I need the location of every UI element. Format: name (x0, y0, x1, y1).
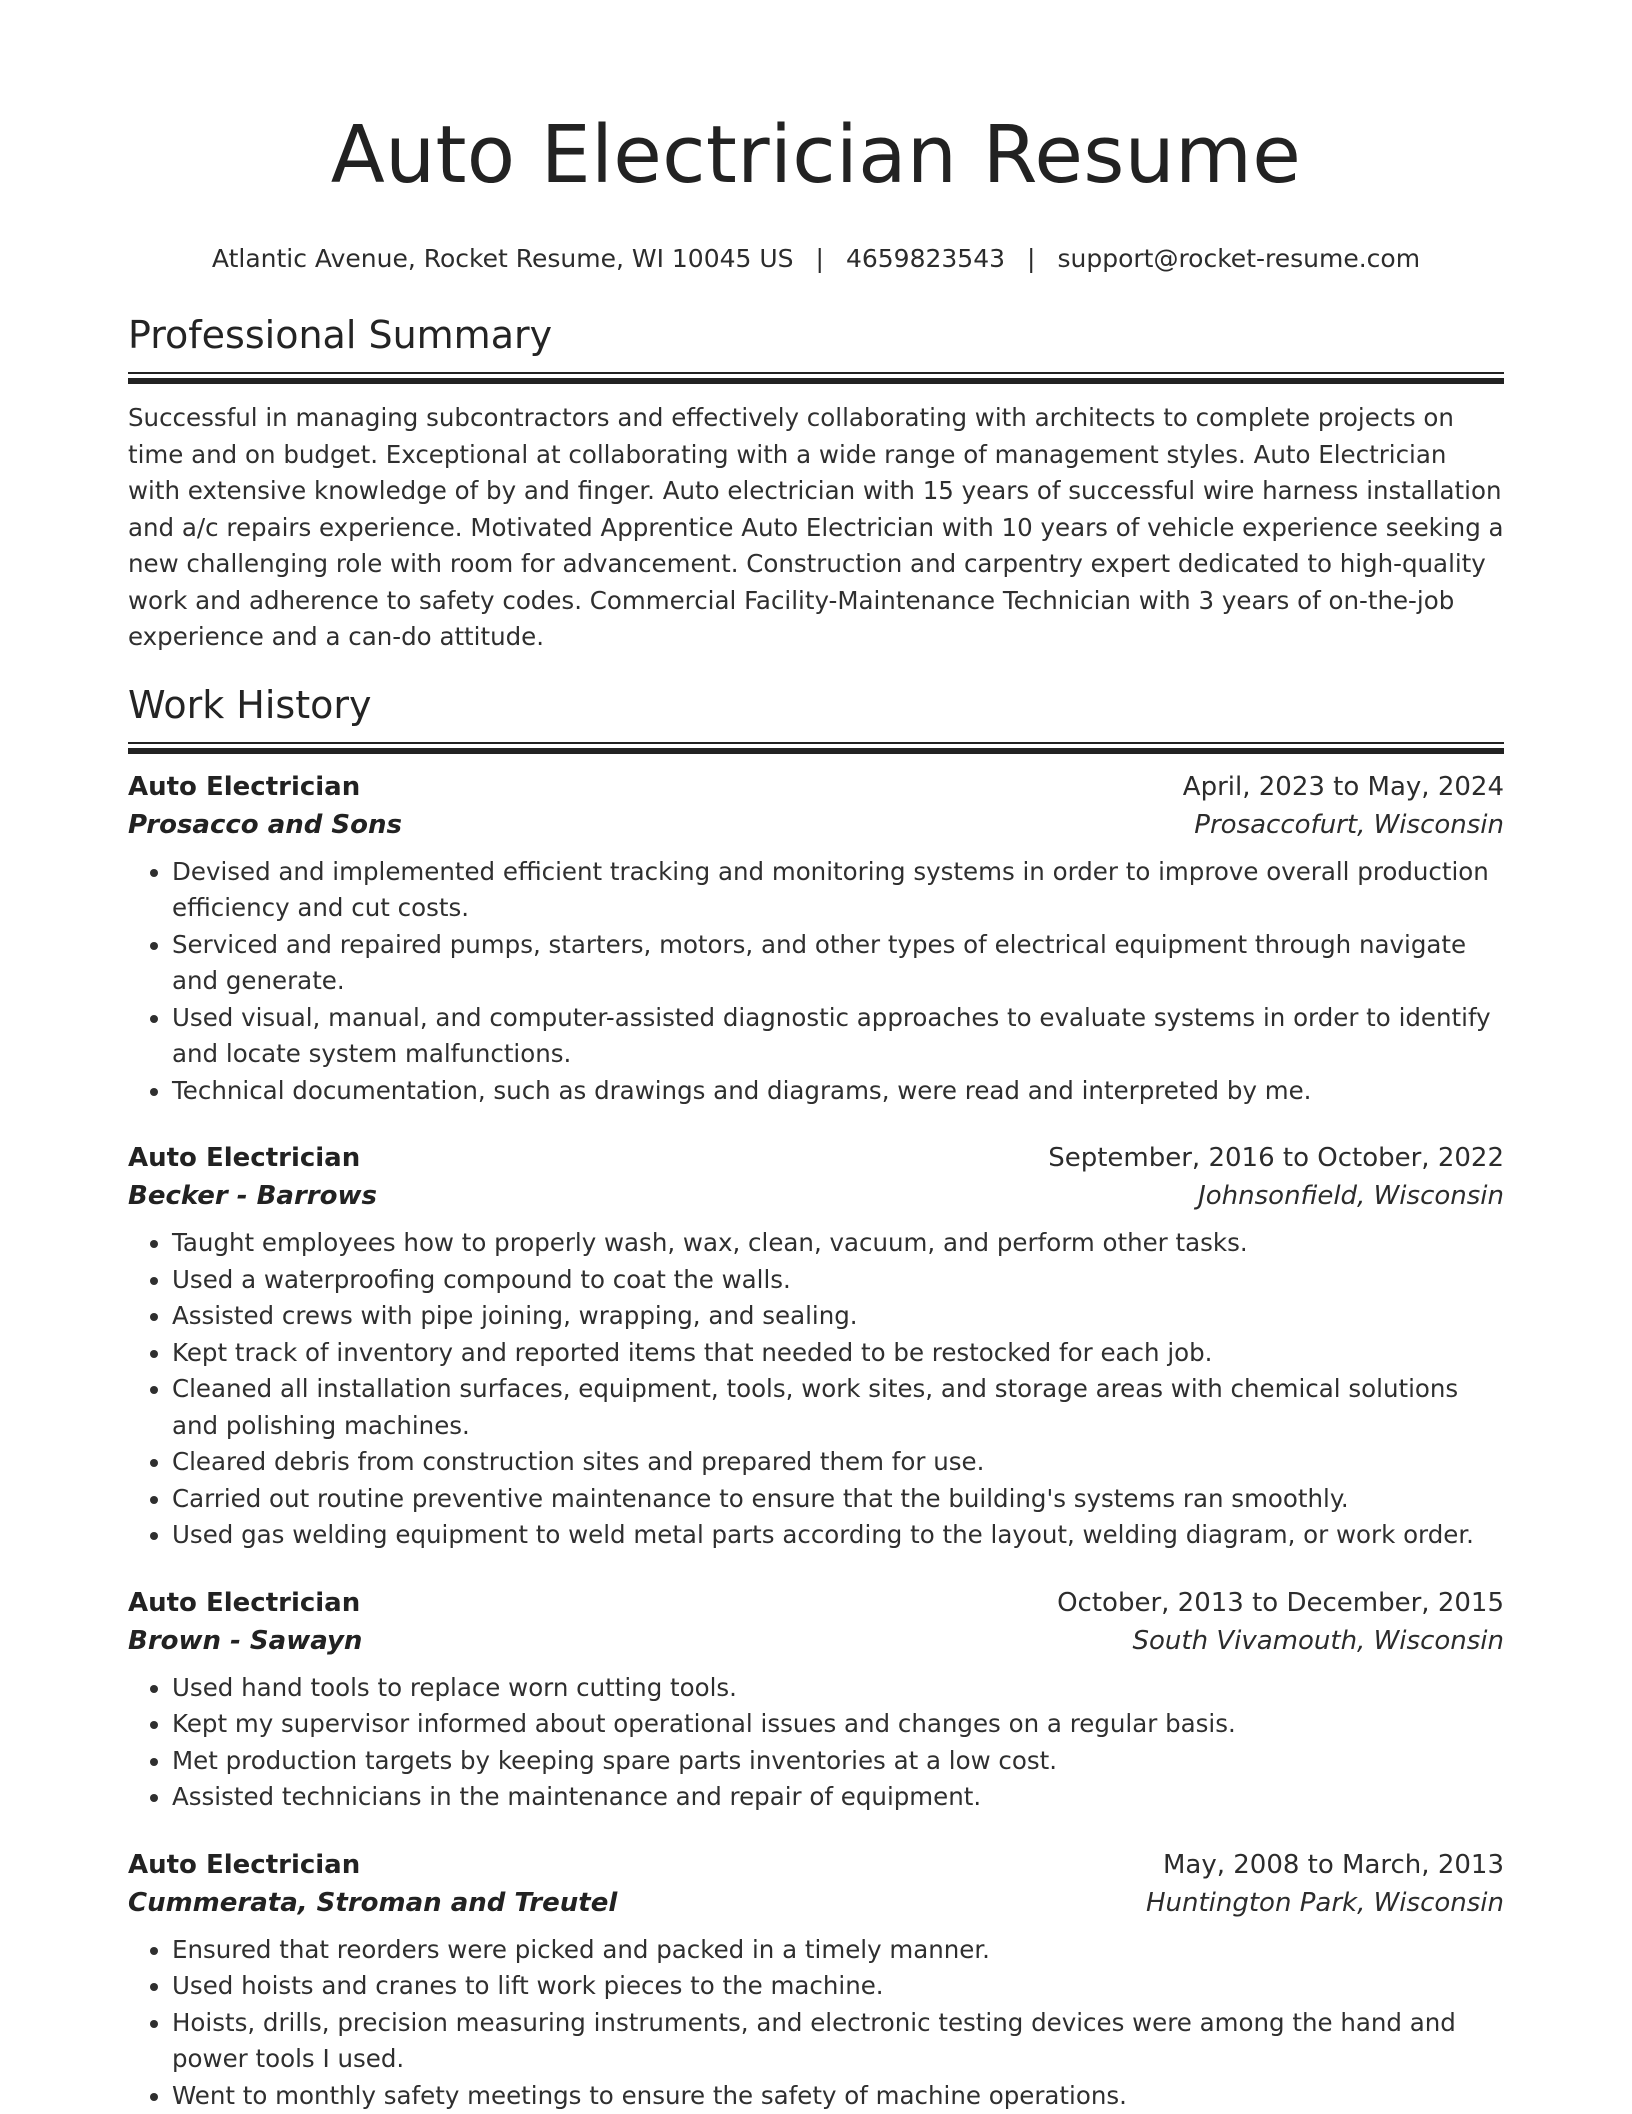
summary-section (128, 316, 1504, 656)
job-bullet: • Went to monthly safety meetings to ensure the safety of machine operations. (172, 2078, 1504, 2114)
job-bullet: • Serviced and repaired pumps, starters, motors, and other types of electrical equipment through navigate and generate. (172, 927, 1504, 1000)
job-location: Prosaccofurt, Wisconsin (1194, 806, 1504, 844)
contact-line (128, 240, 1504, 278)
job-bullet: • Assisted technicians in the maintenance and repair of equipment. (172, 1779, 1504, 1816)
job-bullet: • Taught employees how to properly wash, wax, clean, vacuum, and perform other tasks. (172, 1225, 1504, 1262)
contact-address: Atlantic Avenue, Rocket Resume, WI 10045 US (212, 244, 794, 273)
work-history-section (128, 686, 1504, 2114)
job-company: Prosacco and Sons (128, 806, 402, 844)
job-bullet: • Devised and implemented efficient tracking and monitoring systems in order to improve overall production efficiency and cut costs. (172, 854, 1504, 927)
job-subheader-row (128, 1177, 1504, 1215)
job-entry (128, 1139, 1504, 1554)
job-bullet: • Met production targets by keeping spare parts inventories at a low cost. (172, 1743, 1504, 1780)
summary-heading: Professional Summary (128, 316, 1504, 354)
section-divider (128, 372, 1504, 384)
job-dates: April, 2023 to May, 2024 (1183, 768, 1504, 806)
job-bullet: • Kept my supervisor informed about operational issues and changes on a regular basis. (172, 1706, 1504, 1743)
job-bullet-list (128, 1670, 1504, 1816)
job-subheader-row (128, 1622, 1504, 1660)
job-bullet: • Hoists, drills, precision measuring instruments, and electronic testing devices were among the hand and power tools I used. (172, 2005, 1504, 2078)
job-bullet-list (128, 1932, 1504, 2114)
job-subheader-row (128, 806, 1504, 844)
job-bullet: • Cleaned all installation surfaces, equipment, tools, work sites, and storage areas with chemical solutions and polishing machines. (172, 1371, 1504, 1444)
job-bullet: • Used hoists and cranes to lift work pieces to the machine. (172, 1968, 1504, 2005)
summary-text: Successful in managing subcontractors and effectively collaborating with architects to complete projects on time and on budget. Exceptional at collaborating with a wide range of management styles. Auto Electrician with extensive knowledge of by and finger. Auto electrician with 15 years of successful wire harness installation and a/c repairs experience. Motivated Apprentice Auto Electrician with 10 years of vehicle experience seeking a new challenging role with room for advancement. Construction and carpentry expert dedicated to high-quality work and adherence to safety codes. Commercial Facility-Maintenance Technician with 3 years of on-the-job experience and a can-do attitude. (128, 400, 1504, 656)
job-dates: October, 2013 to December, 2015 (1057, 1584, 1504, 1622)
job-bullet: • Used a waterproofing compound to coat the walls. (172, 1262, 1504, 1299)
job-title: Auto Electrician (128, 1139, 360, 1177)
job-subheader-row (128, 1884, 1504, 1922)
resume-title: Auto Electrician Resume (128, 116, 1504, 220)
job-header-row (128, 1584, 1504, 1622)
job-title: Auto Electrician (128, 768, 360, 806)
job-bullet: • Ensured that reorders were picked and packed in a timely manner. (172, 1932, 1504, 1969)
job-location: Huntington Park, Wisconsin (1146, 1884, 1504, 1922)
job-company: Brown - Sawayn (128, 1622, 362, 1660)
job-bullet: • Kept track of inventory and reported items that needed to be restocked for each job. (172, 1335, 1504, 1372)
job-title: Auto Electrician (128, 1846, 360, 1884)
job-entry (128, 1846, 1504, 2114)
job-header-row (128, 768, 1504, 806)
contact-phone: 4659823543 (846, 244, 1005, 273)
job-bullet: • Used gas welding equipment to weld metal parts according to the layout, welding diagram, or work order. (172, 1517, 1504, 1554)
section-divider (128, 742, 1504, 754)
contact-separator: | (816, 240, 824, 278)
job-dates: September, 2016 to October, 2022 (1048, 1139, 1504, 1177)
job-company: Becker - Barrows (128, 1177, 377, 1215)
job-bullet: • Used hand tools to replace worn cutting tools. (172, 1670, 1504, 1707)
job-bullet: • Technical documentation, such as drawings and diagrams, were read and interpreted by me. (172, 1073, 1504, 1110)
job-bullet: • Assisted crews with pipe joining, wrapping, and sealing. (172, 1298, 1504, 1335)
work-history-heading: Work History (128, 686, 1504, 724)
job-header-row (128, 1139, 1504, 1177)
job-bullet: • Carried out routine preventive maintenance to ensure that the building's systems ran smoothly. (172, 1481, 1504, 1518)
job-entry (128, 768, 1504, 1110)
job-title: Auto Electrician (128, 1584, 360, 1622)
contact-email: support@rocket-resume.com (1057, 244, 1420, 273)
job-bullet-list (128, 854, 1504, 1110)
job-bullet: • Used visual, manual, and computer-assisted diagnostic approaches to evaluate systems in order to identify and locate system malfunctions. (172, 1000, 1504, 1073)
job-company: Cummerata, Stroman and Treutel (128, 1884, 617, 1922)
job-bullet-list (128, 1225, 1504, 1554)
job-header-row (128, 1846, 1504, 1884)
job-bullet: • Cleared debris from construction sites and prepared them for use. (172, 1444, 1504, 1481)
job-location: South Vivamouth, Wisconsin (1133, 1622, 1504, 1660)
contact-separator: | (1027, 240, 1035, 278)
job-entry (128, 1584, 1504, 1816)
job-dates: May, 2008 to March, 2013 (1163, 1846, 1504, 1884)
job-location: Johnsonfield, Wisconsin (1198, 1177, 1504, 1215)
